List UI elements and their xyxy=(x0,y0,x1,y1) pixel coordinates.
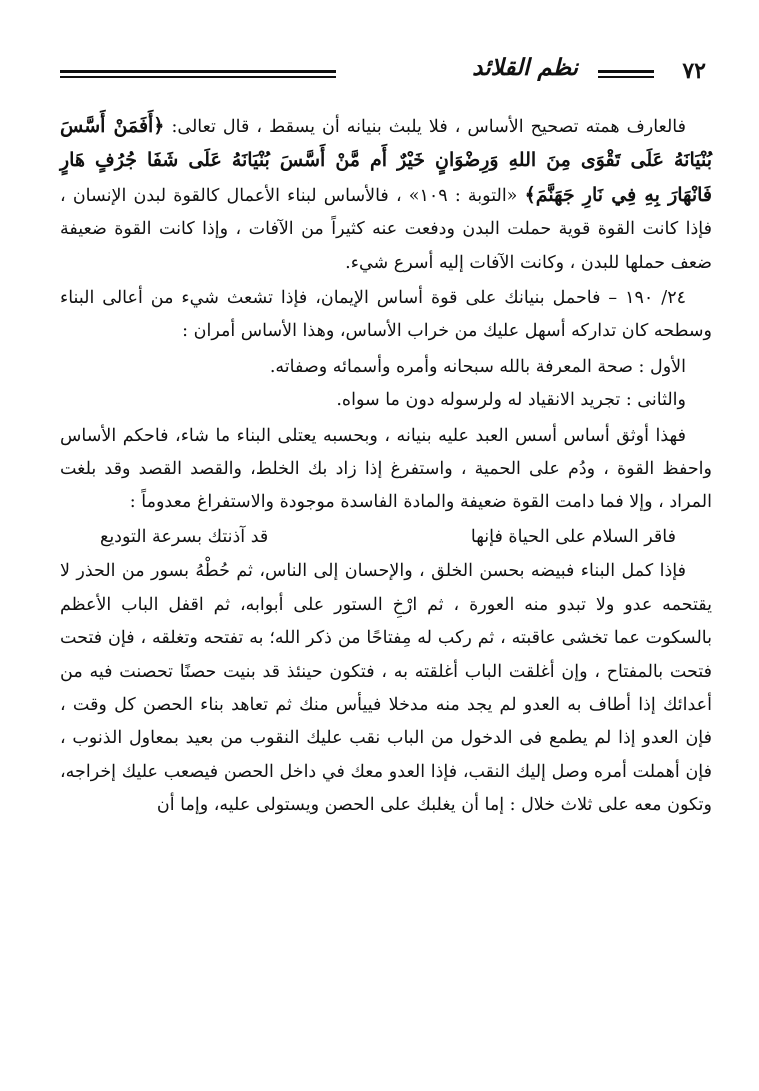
paragraph-strongest-foundation: فهذا أوثق أساس أسس العبد عليه بنيانه ، وبحسبه يعتلى البناء ما شاء، فاحكم الأساس واحفظ القوة ، ودُم على الحمية ، واستفرغ إذا زاد بك الخلط، والقصد القصد وقد بلغت المراد ، وإلا فما دامت القوة ضعيفة والمادة الفاسدة موجودة والاستفراغ معدوماً : xyxy=(60,425,712,513)
paragraph-foundation xyxy=(60,110,712,280)
page-header xyxy=(58,52,706,92)
verse-first-hemistich: فاقر السلام على الحياة فإنها xyxy=(470,526,676,547)
header-rule xyxy=(60,76,336,78)
page-body xyxy=(60,110,712,823)
paragraph-numbered: ٢٤/ ١٩٠ – فاحمل بنيانك على قوة أساس الإيمان، فإذا تشعث شيء من أعالى البناء وسطحه كان تداركه أسهل عليك من خراب الأساس، وهذا الأساس أمران : xyxy=(60,288,712,342)
header-rule xyxy=(598,76,654,78)
header-rule xyxy=(598,70,654,73)
page-number: ٧٢ xyxy=(682,58,706,84)
paragraph-first: الأول : صحة المعرفة بالله سبحانه وأمره وأسمائه وصفاته. xyxy=(269,356,686,377)
paragraph-text: فالعارف همته تصحيح الأساس ، فلا يلبث بنيانه أن يسقط ، قال تعالى: xyxy=(164,117,686,137)
paragraph-text: «التوبة : ١٠٩» ، فالأساس لبناء الأعمال كالقوة لبدن الإنسان ، فإذا كانت القوة قوية حملت البدن ودفعت عنه كثيراً من الآفات ، وإذا كانت القوة ضعيفة ضعف حملها للبدن ، وكانت الآفات إليه أسرع شيء. xyxy=(60,185,712,273)
verse-second-hemistich: قد آذنتك بسرعة التوديع xyxy=(100,526,269,547)
header-rule xyxy=(60,70,336,73)
running-title: نظم القلائد xyxy=(472,54,578,81)
paragraph-second: والثانى : تجريد الانقياد له ولرسوله دون ما سواه. xyxy=(336,390,686,411)
poetry-verse xyxy=(60,521,712,554)
quran-verse: ﴿أَفَمَنْ أَسَّسَ بُنْيَانَهُ عَلَى تَقْوَى مِنَ اللهِ وَرِضْوَانٍ خَيْرٌ أَم مَّنْ أَسَّسَ بُنْيَانَهُ عَلَى شَفَا جُرُفٍ هَارٍ فَانْهَارَ بِهِ فِي نَارِ جَهَنَّمَ﴾ xyxy=(60,115,712,206)
paragraph-fortress: فإذا كمل البناء فبيضه بحسن الخلق ، والإحسان إلى الناس، ثم حُطْهُ بسور من الحذر لا يقتحمه عدو ولا تبدو منه العورة ، ثم ارْخِ الستور على أبوابه، ثم اقفل الباب الأعظم بالسكوت عما تخشى عاقبته ، ثم ركب له مِفتاحًا من ذكر الله؛ به تفتحه وتغلقه ، فإن فتحت فتحت بالمفتاح ، وإن أغلقت الباب أغلقته به ، فتكون حينئذ قد بنيت حصنًا تحصنت فيه من أعدائك إذا أطاف به العدو لم يجد منه مدخلا فييأس منك ثم تعاهد بناء الحصن كل وقت ، فإن العدو إذا لم يطمع فى الدخول من الباب نقب عليك النقوب من بعيد بمعاول الذنوب ، فإن أهملت أمره وصل إليك النقب، فإذا العدو معك في داخل الحصن فيصعب عليك إخراجه، وتكون معه على ثلاث خلال : إما أن يغلبك على الحصن ويستولى عليه، وإما أن xyxy=(60,561,712,816)
